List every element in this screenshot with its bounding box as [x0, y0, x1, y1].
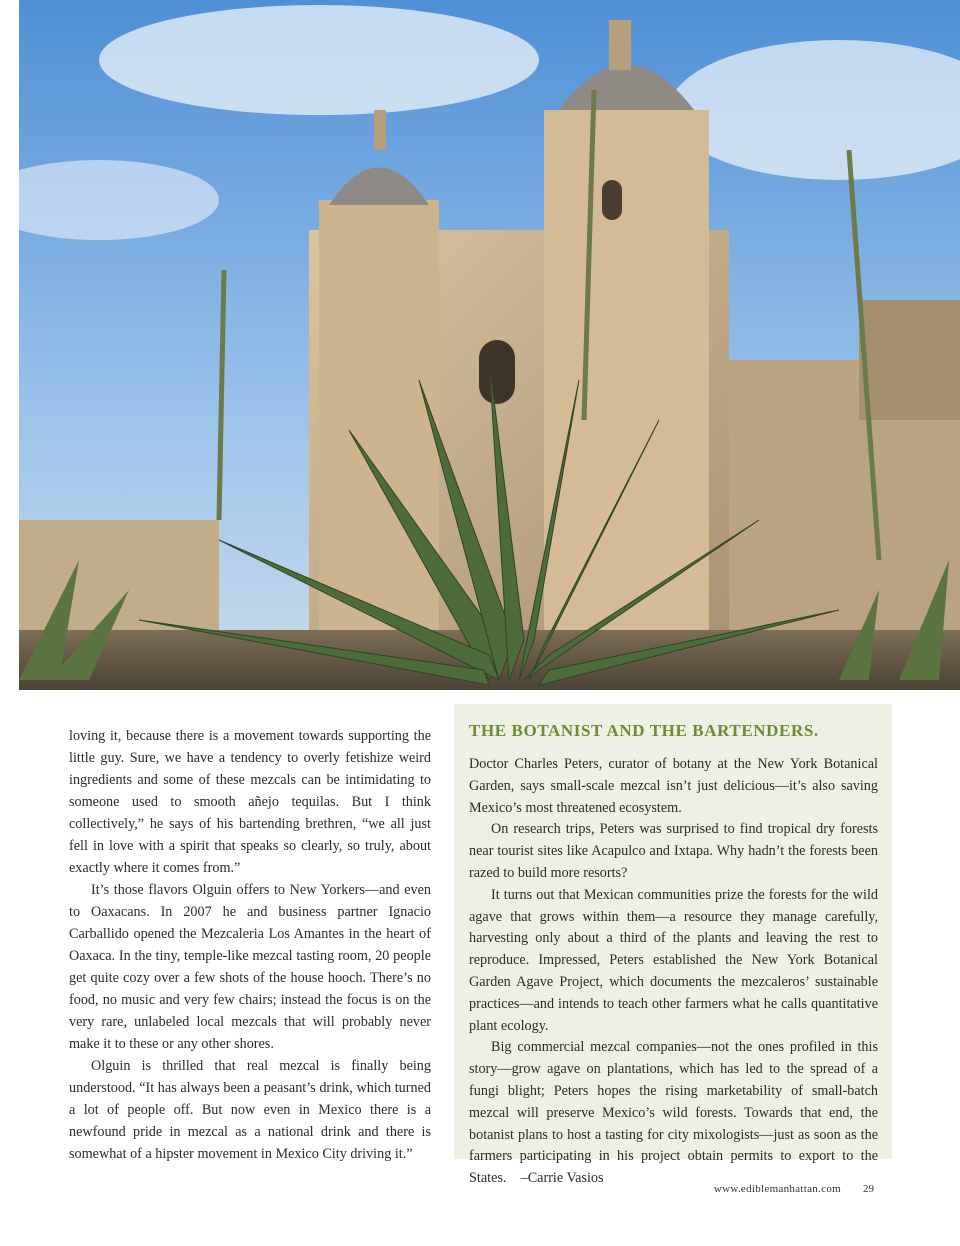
church-photo [19, 0, 960, 690]
left-paragraph: It’s those flavors Olguin offers to New Yorkers—and even to Oaxacans. In 2007 he and business partner Ignacio Carballido opened the Mezcaleria Los Amantes in the heart of Oaxaca. In the tiny, temple-like mezcal tasting room, 20 people get quite cozy over a few shots of the house hooch. There’s no food, no music and very few chairs; instead the focus is on the very rare, unlabeled local mezcals that will probably never make it to these or any other shores. [69, 882, 431, 1052]
byline: –Carrie Vasios [520, 1170, 604, 1187]
left-paragraph: loving it, because there is a movement towards supporting the little guy. Sure, we have a tendency to overly fetishize weird ingredients and some of these mezcals can be intimidating to someone used to smooth añejo tequilas. But I think collectively,” he says of his bartending brethren, “we all just fell in love with a spirit that speaks so clearly, so truly, about exactly where it comes from.” [69, 728, 431, 876]
sidebar-box [454, 704, 892, 1187]
sidebar-last-text: Big commercial mezcal companies—not the ones profiled in this story—grow agave on plantations, which has led to the spread of a fungi blight; Peters hopes the rising marketability of small-batch mezcal will preserve Mexico’s wild forests. Towards that end, the botanist plans to host a tasting for city mixologists—just as soon as the farmers participating in his project obtain permits to export to the States. [469, 1039, 878, 1187]
sidebar-paragraph: Doctor Charles Peters, curator of botany at the New York Botanical Garden, says small-scale mezcal isn’t just delicious—it’s also saving Mexico’s most threatened ecosystem. [469, 756, 878, 816]
left-column [69, 725, 431, 1165]
sidebar-paragraph: On research trips, Peters was surprised to find tropical dry forests near tourist sites like Acapulco and Ixtapa. Why hadn’t the forests been razed to build more resorts? [469, 821, 878, 881]
sidebar-paragraph [469, 1037, 878, 1190]
sidebar-title: THE BOTANIST AND THE BARTENDERS. [469, 721, 819, 740]
footer-url: www.ediblemanhattan.com [713, 1183, 841, 1195]
left-paragraph: Olguin is thrilled that real mezcal is finally being understood. “It has always been a peasant’s drink, which turned a lot of people off. But now even in Mexico there is a newfound pride in mezcal as a national drink and there is somewhat of a hipster movement in Mexico City driving it.” [69, 1058, 431, 1162]
church-illustration [19, 0, 960, 690]
page-number: 29 [863, 1183, 874, 1195]
sidebar-paragraph: It turns out that Mexican communities prize the forests for the wild agave that grows within them—a resource they manage carefully, harvesting only about a third of the plants and leaving the rest to reproduce. Impressed, Peters established the New York Botanical Garden Agave Project, which documents the mezcaleros’ sustainable practices—and intends to teach other farmers what he calls quantitative plant ecology. [469, 886, 878, 1034]
page-footer [714, 1183, 874, 1195]
